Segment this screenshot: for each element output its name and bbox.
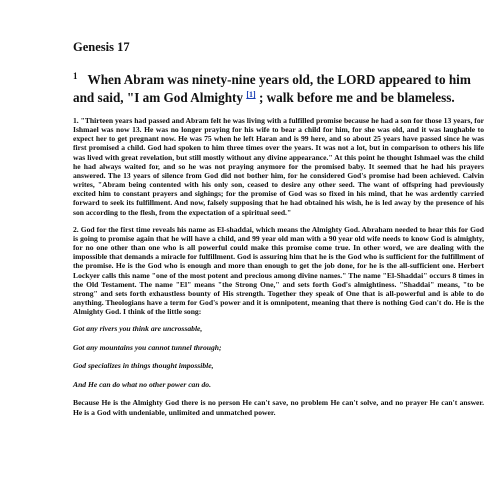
commentary-paragraph-2: 2. God for the first time reveals his name as El-shaddai, which means the Almighty God. Abraham needed to hear this for God is going to promise again that he will have a child, and 99 year old man with a 90 year old wife needs to know God is almighty, for no one other than one who is all powerful could make this promise come true. In other word, we are dealing with the impossible that demands a miracle for fulfillment. God is assuring him that he is the God who is sufficient for the fulfillment of the promise. He is the God who is enough and more than enough to get the job done, for he is the all-sufficient one. Herbert Lockyer calls this name "one of the most potent and precious among divine names." The name "El-Shaddai" occurs 8 times in the Old Testament. The name "El" means "the Strong One," and sets forth God's almightiness. "Shaddai" means, "to be strong" and sets forth exhaustless bounty of His strength. Together they speak of One that is all-powerful and is able to do anything. Theologians have a term for God's power and it is omnipotent, meaning that there is nothing God can't do. He is the Almighty God. I think of the little song: — [73, 224, 484, 317]
footnote-ref-link[interactable]: [1] — [246, 90, 256, 99]
verse-1 — [73, 69, 484, 105]
verse-text-part-2: ; walk before me and be blameless. — [258, 90, 455, 105]
poem-line-3: God specializes in things thought impossible, — [73, 361, 214, 371]
verse-text-part-1: When Abram was ninety-nine years old, the LORD appeared to him and said, "I am God Almighty — [73, 72, 471, 105]
poem-line-2: Got any mountains you cannot tunnel through; — [73, 342, 222, 352]
commentary-paragraph-1: 1. "Thirteen years had passed and Abram felt he was living with a fulfilled promise because he had a son for those 13 years, for Ishmael was now 13. He was no longer praying for his wife to bear a child for him, for she was old, and it was laughable to expect her to get pregnant now. He was 75 when he left Haran and is 99 here, and so about 25 years have passed since he was first promised a child. God had spoken to him three times over the years. It was not a lot, but in comparison to others his life was lived with great revelation, but still mostly without any divine appearance." At this point he thought Ishmael was the child he had always waited for, and so he was not praying anymore for the promised baby. It seemed that he had his prayers answered. The 13 years of silence from God did not bother him, for he considered God's promise had been achieved. Calvin writes, "Abram being contented with his only son, ceased to desire any other seed. The want of offspring had previously excited him to constant prayers and sighings; for the promise of God was so fixed in his mind, that he was ardently carried forward to seek its fulfillment. And now, falsely supposing that he had obtained his wish, he is led away by the presence of his son according to the flesh, from the expectation of a spiritual seed." — [73, 116, 484, 217]
chapter-title: Genesis 17 — [73, 40, 130, 54]
poem-line-1: Got any rivers you think are uncrossable, — [73, 324, 203, 334]
verse-number: 1 — [73, 71, 78, 81]
poem-line-4: And He can do what no other power can do. — [73, 379, 211, 389]
closing-paragraph: Because He is the Almighty God there is no person He can't save, no problem He can't solve, and no prayer He can't answer. He is a God with undeniable, unlimited and unmatched power. — [73, 398, 484, 417]
